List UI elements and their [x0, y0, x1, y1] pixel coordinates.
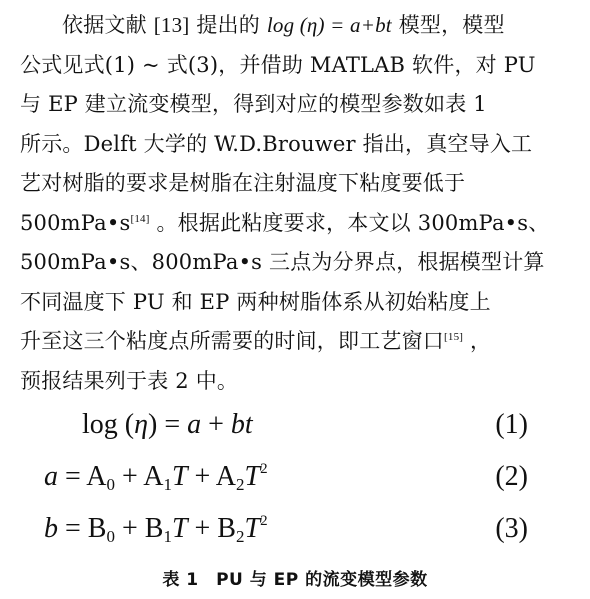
equation-2 [0, 455, 590, 499]
paragraph-line-9: 升至这三个粘度点所需要的时间，即工艺窗口[15] ， [20, 329, 492, 353]
equation-1 [0, 403, 590, 447]
paragraph-line-2: 公式见式(1) ~ 式(3)，并借助 MATLAB 软件，对 PU [20, 52, 536, 77]
table-caption: 表 1 PU 与 EP 的流变模型参数 [162, 570, 428, 590]
paragraph-line-1: 依据文献 [13] 提出的 log (η) = a+bt 模型，模型 [62, 13, 505, 37]
equation-number-3: (3) [495, 513, 528, 544]
equation-3-body: $b = B_0 + B_1T + B_2T^2$ [44, 513, 268, 546]
equation-3 [0, 507, 590, 551]
citation-13: [13] [153, 13, 190, 37]
paragraph-line-8: 不同温度下 PU 和 EP 两种树脂体系从初始粘度上 [20, 289, 491, 314]
paragraph-line-5: 艺对树脂的要求是树脂在注射温度下粘度要低于 [20, 171, 466, 195]
citation-15: [15] [444, 331, 464, 343]
equation-2-body: $a = A_0 + A_1T + A_2T^2$ [44, 461, 268, 494]
paragraph-line-4: 所示。Delft 大学的 W.D.Brouwer 指出，真空导入工 [20, 131, 533, 156]
paragraph-line-3: 与 EP 建立流变模型，得到对应的模型参数如表 1 [20, 92, 487, 116]
citation-14: [14] [130, 212, 150, 225]
equation-number-2: (2) [495, 461, 528, 492]
equation-1-body: log (η) = a + bt [82, 409, 253, 440]
paragraph-line-10: 预报结果列于表 2 中。 [20, 368, 239, 393]
inline-formula: log (η) = a+bt [266, 13, 392, 37]
paragraph-line-6: 500mPa•s[14] 。根据此粘度要求，本文以 300mPa•s、 [20, 210, 550, 235]
paragraph-line-7: 500mPa•s、800mPa•s 三点为分界点，根据模型计算 [20, 250, 545, 274]
body-paragraph [20, 6, 570, 401]
equation-number-1: (1) [495, 409, 528, 440]
